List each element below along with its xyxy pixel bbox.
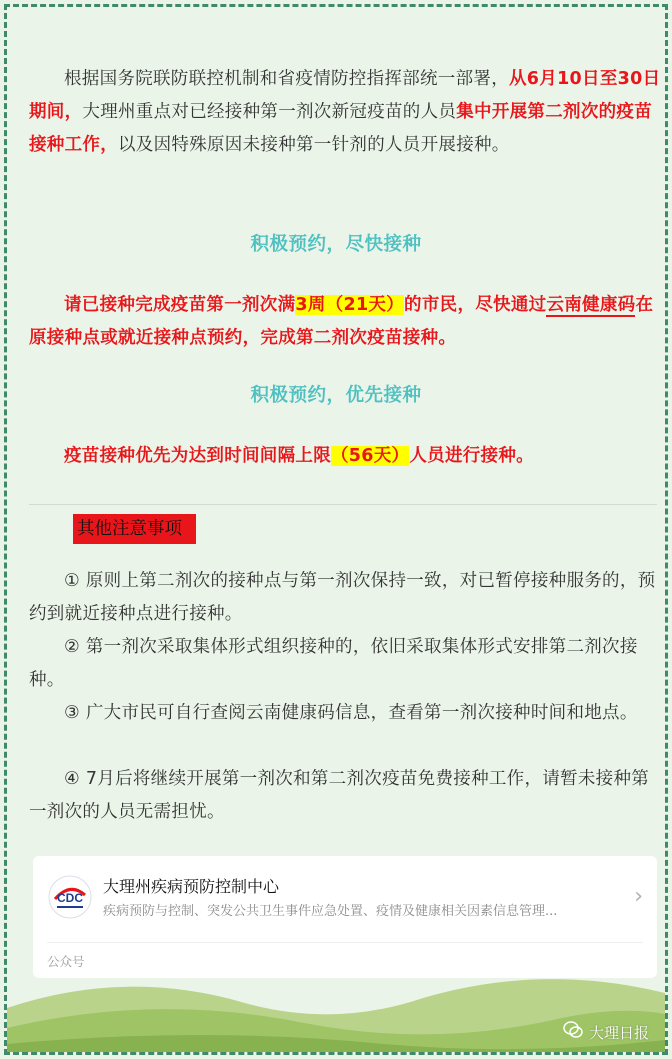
article-frame [4,4,668,1055]
wechat-icon [563,1021,583,1043]
notice-title: 其他注意事项 [73,514,196,544]
section-divider [29,504,657,505]
section1-text-3: 的市民，尽快通过 [404,295,547,315]
section1-underline: 云南健康码 [546,295,636,315]
card-divider [47,942,643,943]
notice-item-4: ④ 7月后将继续开展第一剂次和第二剂次疫苗免费接种工作，请暂未接种第一剂次的人员无需担忧。 [29,769,650,822]
intro-text-1: 根据国务院联防联控机制和省疫情防控指挥部统一部署， [64,69,509,89]
section-title-1: 积极预约，尽快接种 [250,234,422,255]
section1-text-5: 在原接种点或就近接种点预约，完成第二剂次疫苗接种。 [29,295,654,348]
section1-text-1: 请已接种完成疫苗第一剂次满 [64,295,296,315]
section1-paragraph [29,289,663,355]
section2-highlight: （56天） [331,446,410,466]
notice-item-2: ② 第一剂次采取集体形式组织接种的，依旧采取集体形式安排第二剂次接种。 [29,637,638,690]
section1-highlight: 3周（21天） [295,295,405,315]
notice-item-3: ③ 广大市民可自行查阅云南健康码信息，查看第一剂次接种时间和地点。 [64,703,638,723]
notice-item-1: ① 原则上第二剂次的接种点与第一剂次保持一致，对已暂停接种服务的，预约到就近接种点进行接种。 [29,571,656,624]
watermark [563,1021,649,1043]
intro-emphasis: 集中开展第二剂次的疫苗接种工作， [29,102,653,155]
intro-paragraph [29,63,663,162]
section-title-2: 积极预约，优先接种 [250,385,422,406]
chevron-right-icon[interactable]: › [634,884,643,909]
intro-text-5: 以及因特殊原因未接种第一针剂的人员开展接种。 [118,135,510,155]
section2-paragraph [29,440,663,473]
section2-text-1: 疫苗接种优先为达到时间间隔上限 [64,446,331,466]
account-description: 疾病预防与控制、突发公共卫生事件应急处置、疫情及健康相关因素信息管理... [103,904,558,919]
account-type: 公众号 [47,954,85,969]
cdc-logo-text: CDC [57,891,83,905]
account-name: 大理州疾病预防控制中心 [103,877,280,896]
section2-text-3: 人员进行接种。 [409,446,534,466]
watermark-text: 大理日报 [588,1023,649,1042]
intro-date-range: 从6月10日至30日期间， [29,69,661,122]
intro-text-3: 大理州重点对已经接种第一剂次新冠疫苗的人员 [82,102,457,122]
cdc-logo-icon [47,874,93,920]
